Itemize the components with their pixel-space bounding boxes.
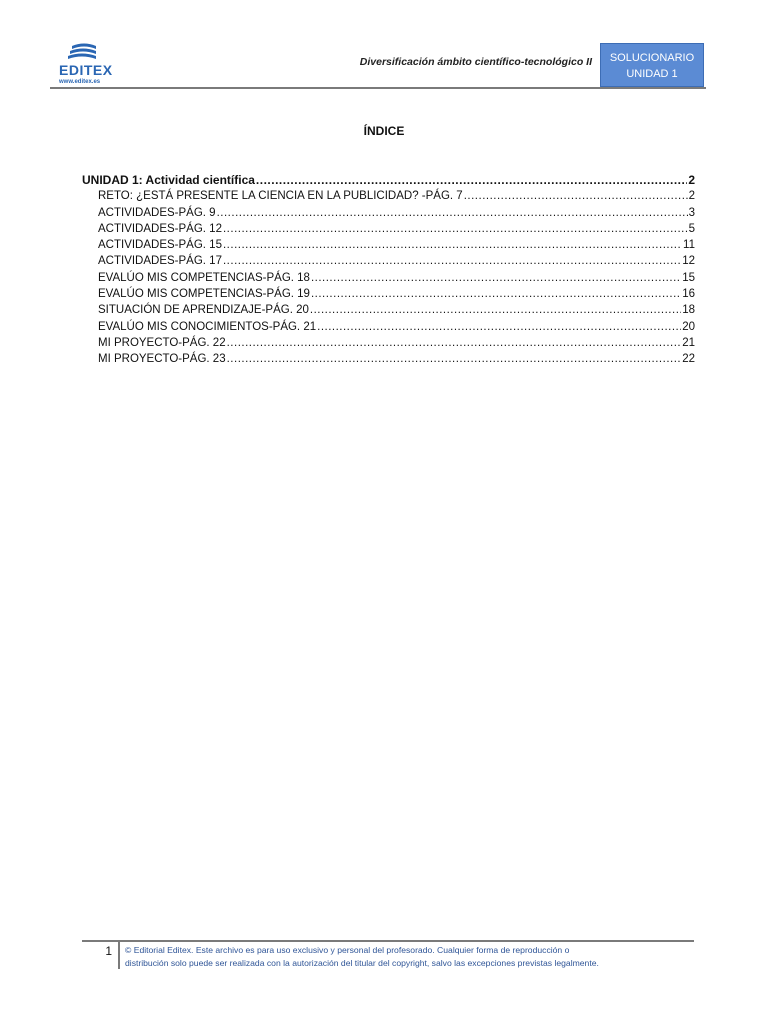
badge-line-1: SOLUCIONARIO bbox=[609, 52, 695, 64]
toc-entry-label: ACTIVIDADES-PÁG. 12 bbox=[98, 222, 222, 235]
page-number: 1 bbox=[105, 944, 112, 958]
toc-entry[interactable] bbox=[82, 335, 695, 351]
toc-entry-page: 12 bbox=[682, 255, 695, 268]
toc-entry-label: ACTIVIDADES-PÁG. 9 bbox=[98, 206, 216, 219]
toc-entry[interactable] bbox=[82, 253, 695, 269]
table-of-contents bbox=[82, 172, 695, 368]
toc-leader-dots bbox=[464, 188, 688, 204]
toc-entry-label: ACTIVIDADES-PÁG. 15 bbox=[98, 239, 222, 252]
toc-entry-page: 2 bbox=[688, 190, 695, 203]
toc-entry[interactable] bbox=[82, 172, 695, 188]
toc-entry-page: 16 bbox=[682, 288, 695, 301]
toc-entry-label: MI PROYECTO-PÁG. 22 bbox=[98, 336, 226, 349]
logo-url: www.editex.es bbox=[59, 79, 101, 85]
toc-entry-page: 11 bbox=[683, 239, 695, 252]
toc-entry-label: EVALÚO MIS CONOCIMIENTOS-PÁG. 21 bbox=[98, 320, 317, 333]
toc-leader-dots bbox=[311, 286, 681, 302]
editex-logo bbox=[50, 42, 120, 86]
toc-leader-dots bbox=[223, 237, 682, 253]
toc-entry-page: 21 bbox=[682, 336, 695, 349]
toc-entry[interactable] bbox=[82, 302, 695, 318]
toc-entry[interactable] bbox=[82, 351, 695, 367]
toc-entry[interactable] bbox=[82, 221, 695, 237]
toc-entry[interactable] bbox=[82, 205, 695, 221]
toc-entry[interactable] bbox=[82, 286, 695, 302]
toc-leader-dots bbox=[317, 319, 681, 335]
toc-entry-page: 2 bbox=[688, 173, 695, 187]
toc-entry[interactable] bbox=[82, 270, 695, 286]
toc-leader-dots bbox=[256, 172, 687, 188]
footer-divider bbox=[82, 940, 694, 942]
toc-leader-dots bbox=[223, 253, 681, 269]
toc-leader-dots bbox=[227, 351, 682, 367]
copyright-notice bbox=[125, 944, 695, 970]
toc-entry-page: 20 bbox=[682, 320, 695, 333]
toc-entry-label: UNIDAD 1: Actividad científica bbox=[82, 173, 255, 187]
toc-entry-label: SITUACIÓN DE APRENDIZAJE-PÁG. 20 bbox=[98, 304, 309, 317]
toc-entry-label: MI PROYECTO-PÁG. 23 bbox=[98, 353, 226, 366]
toc-leader-dots bbox=[217, 205, 688, 221]
toc-entry-label: EVALÚO MIS COMPETENCIAS-PÁG. 19 bbox=[98, 288, 310, 301]
toc-entry-label: RETO: ¿ESTÁ PRESENTE LA CIENCIA EN LA PUBLICIDAD? -PÁG. 7 bbox=[98, 190, 463, 203]
page-header bbox=[50, 40, 706, 88]
logo-text: EDITEX bbox=[59, 62, 113, 78]
toc-entry-page: 22 bbox=[682, 353, 695, 366]
book-stack-icon bbox=[50, 42, 120, 64]
index-title: ÍNDICE bbox=[363, 124, 405, 138]
toc-leader-dots bbox=[311, 270, 681, 286]
toc-leader-dots bbox=[310, 302, 681, 318]
badge-line-2: UNIDAD 1 bbox=[626, 68, 678, 80]
header-divider bbox=[50, 87, 706, 89]
copyright-line-2: distribución solo puede ser realizada con la autorización del titular del copyright, salvo las excepciones previstas legalmente. bbox=[125, 958, 599, 968]
toc-leader-dots bbox=[227, 335, 682, 351]
toc-entry-page: 15 bbox=[682, 271, 695, 284]
toc-entry-page: 18 bbox=[682, 304, 695, 317]
toc-entry[interactable] bbox=[82, 237, 695, 253]
toc-entry[interactable] bbox=[82, 319, 695, 335]
unit-badge bbox=[600, 43, 704, 87]
toc-entry-page: 5 bbox=[688, 222, 695, 235]
toc-entry-label: ACTIVIDADES-PÁG. 17 bbox=[98, 255, 222, 268]
document-title: Diversificación ámbito científico-tecnológico II bbox=[359, 56, 592, 68]
toc-entry[interactable] bbox=[82, 188, 695, 204]
toc-entry-label: EVALÚO MIS COMPETENCIAS-PÁG. 18 bbox=[98, 271, 310, 284]
toc-leader-dots bbox=[223, 221, 688, 237]
copyright-line-1: © Editorial Editex. Este archivo es para uso exclusivo y personal del profesorado. Cualquier forma de reproducción o bbox=[125, 945, 570, 955]
toc-entry-page: 3 bbox=[688, 206, 695, 219]
footer-vertical-divider bbox=[118, 942, 120, 969]
